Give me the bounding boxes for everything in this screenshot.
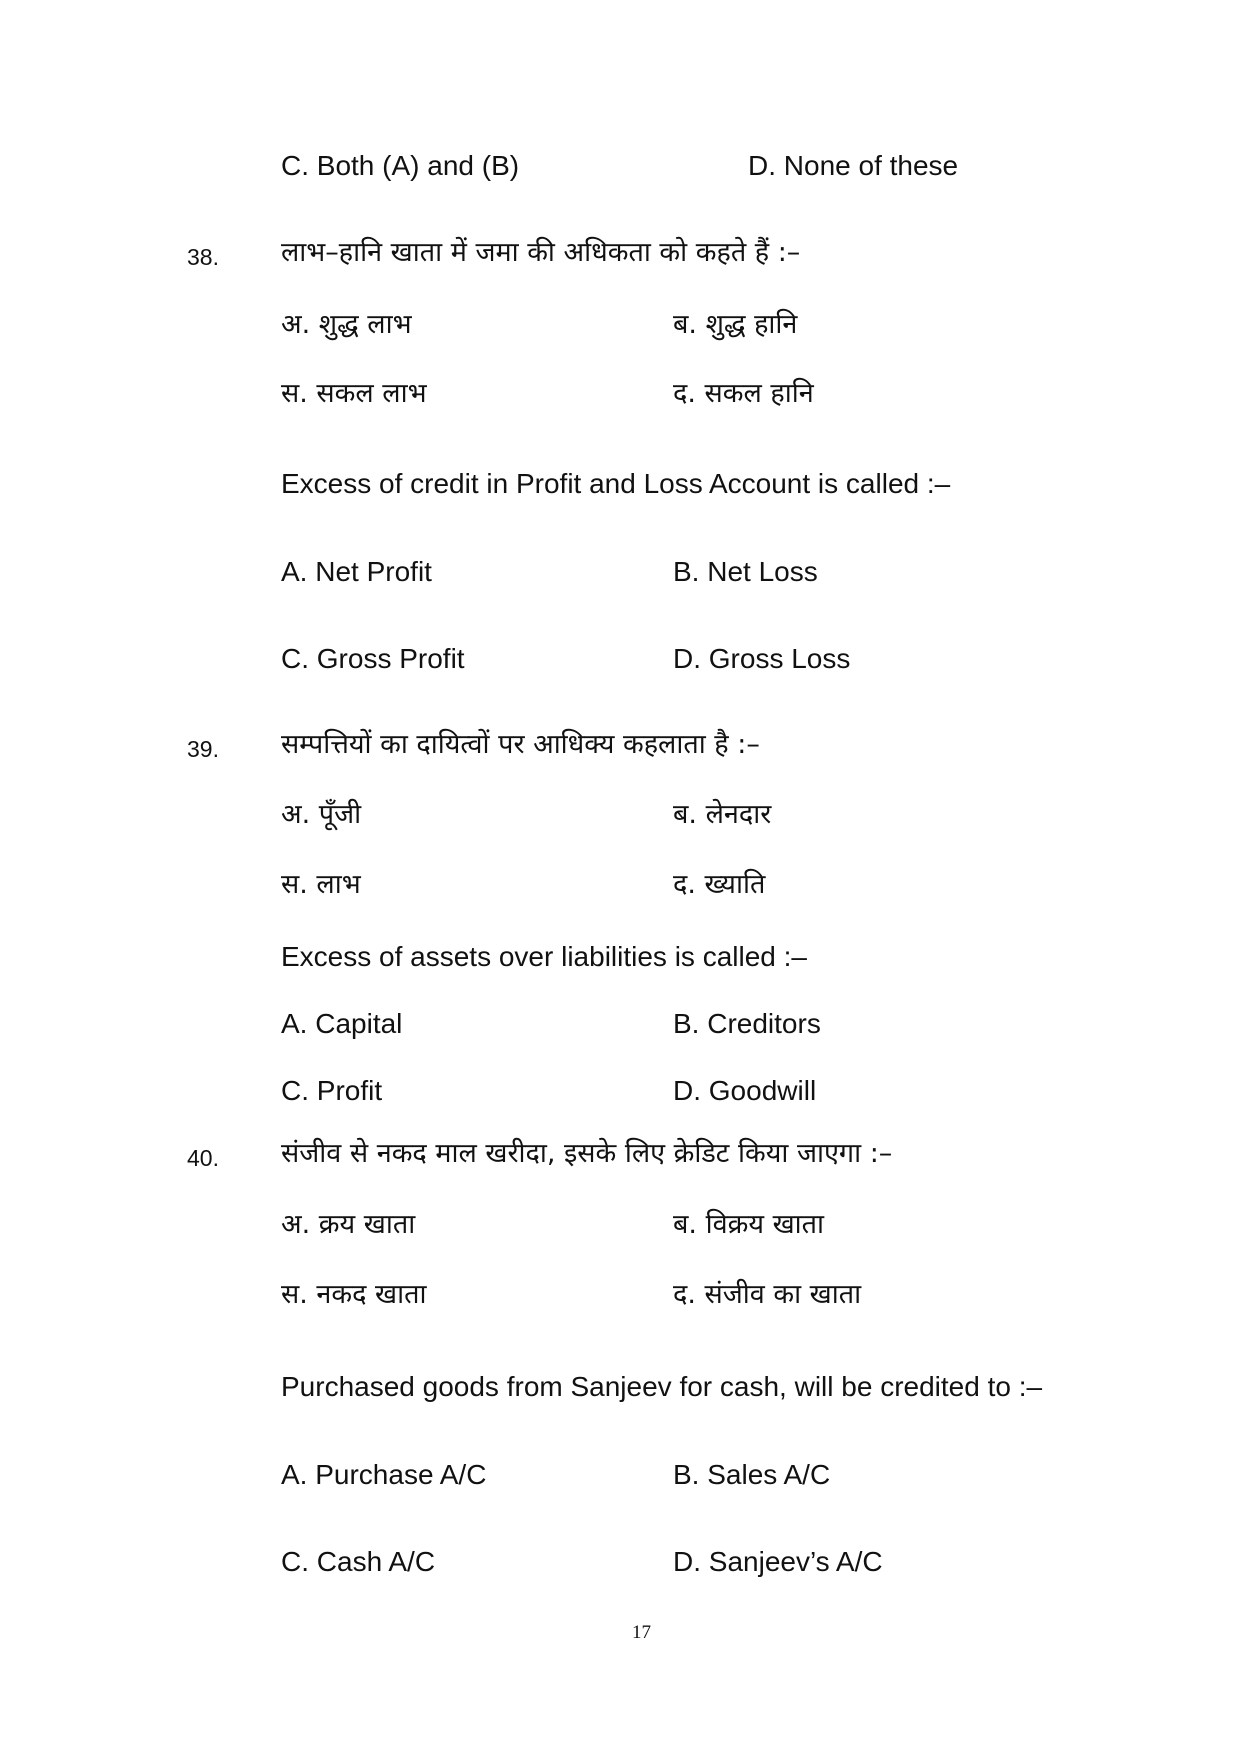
page-number: 17 <box>632 1622 651 1643</box>
question-39-text-hi: सम्पत्तियों का दायित्वों पर आधिक्य कहलाता है :– <box>281 729 760 760</box>
question-39-option-c-hi: स. लाभ <box>281 869 361 900</box>
question-39-option-d-en: D. Goodwill <box>673 1075 817 1106</box>
question-39-option-b-en: B. Creditors <box>673 1008 821 1039</box>
question-39-option-a-en: A. Capital <box>281 1008 403 1039</box>
question-39-option-c-en: C. Profit <box>281 1075 383 1106</box>
question-40-text-en: Purchased goods from Sanjeev for cash, will be credited to :– <box>281 1371 1043 1402</box>
question-39-option-d-hi: द. ख्याति <box>673 869 766 900</box>
question-38-option-b-hi: ब. शुद्ध हानि <box>673 309 798 340</box>
question-38-option-c-en: C. Gross Profit <box>281 643 465 674</box>
question-39-number: 39. <box>187 736 219 762</box>
question-40-option-b-hi: ब. विक्रय खाता <box>673 1209 825 1240</box>
question-40-number: 40. <box>187 1145 219 1171</box>
prev-option-c: C. Both (A) and (B) <box>281 150 520 181</box>
question-39-text-en: Excess of assets over liabilities is called :– <box>281 941 807 972</box>
question-40-option-d-en: D. Sanjeev’s A/C <box>673 1546 883 1577</box>
question-38-option-d-en: D. Gross Loss <box>673 643 851 674</box>
question-40-option-d-hi: द. संजीव का खाता <box>673 1279 862 1310</box>
prev-option-d: D. None of these <box>748 150 959 181</box>
question-40-option-c-hi: स. नकद खाता <box>281 1279 427 1310</box>
question-38-option-d-hi: द. सकल हानि <box>673 378 814 409</box>
question-40-option-a-hi: अ. क्रय खाता <box>281 1209 416 1240</box>
question-38-text-en: Excess of credit in Profit and Loss Account is called :– <box>281 468 951 499</box>
question-39-option-b-hi: ब. लेनदार <box>673 799 772 830</box>
question-38-option-a-en: A. Net Profit <box>281 556 432 587</box>
question-40-option-b-en: B. Sales A/C <box>673 1459 831 1490</box>
question-38-option-b-en: B. Net Loss <box>673 556 818 587</box>
question-38-option-c-hi: स. सकल लाभ <box>281 378 427 409</box>
question-38-number: 38. <box>187 244 219 270</box>
question-39-option-a-hi: अ. पूँजी <box>281 799 362 830</box>
question-38-option-a-hi: अ. शुद्ध लाभ <box>281 309 412 340</box>
question-40-text-hi: संजीव से नकद माल खरीदा, इसके लिए क्रेडिट किया जाएगा :– <box>281 1138 893 1169</box>
question-40-option-a-en: A. Purchase A/C <box>281 1459 487 1490</box>
question-38-text-hi: लाभ–हानि खाता में जमा की अधिकता को कहते हैं :– <box>281 237 801 268</box>
question-40-option-c-en: C. Cash A/C <box>281 1546 436 1577</box>
